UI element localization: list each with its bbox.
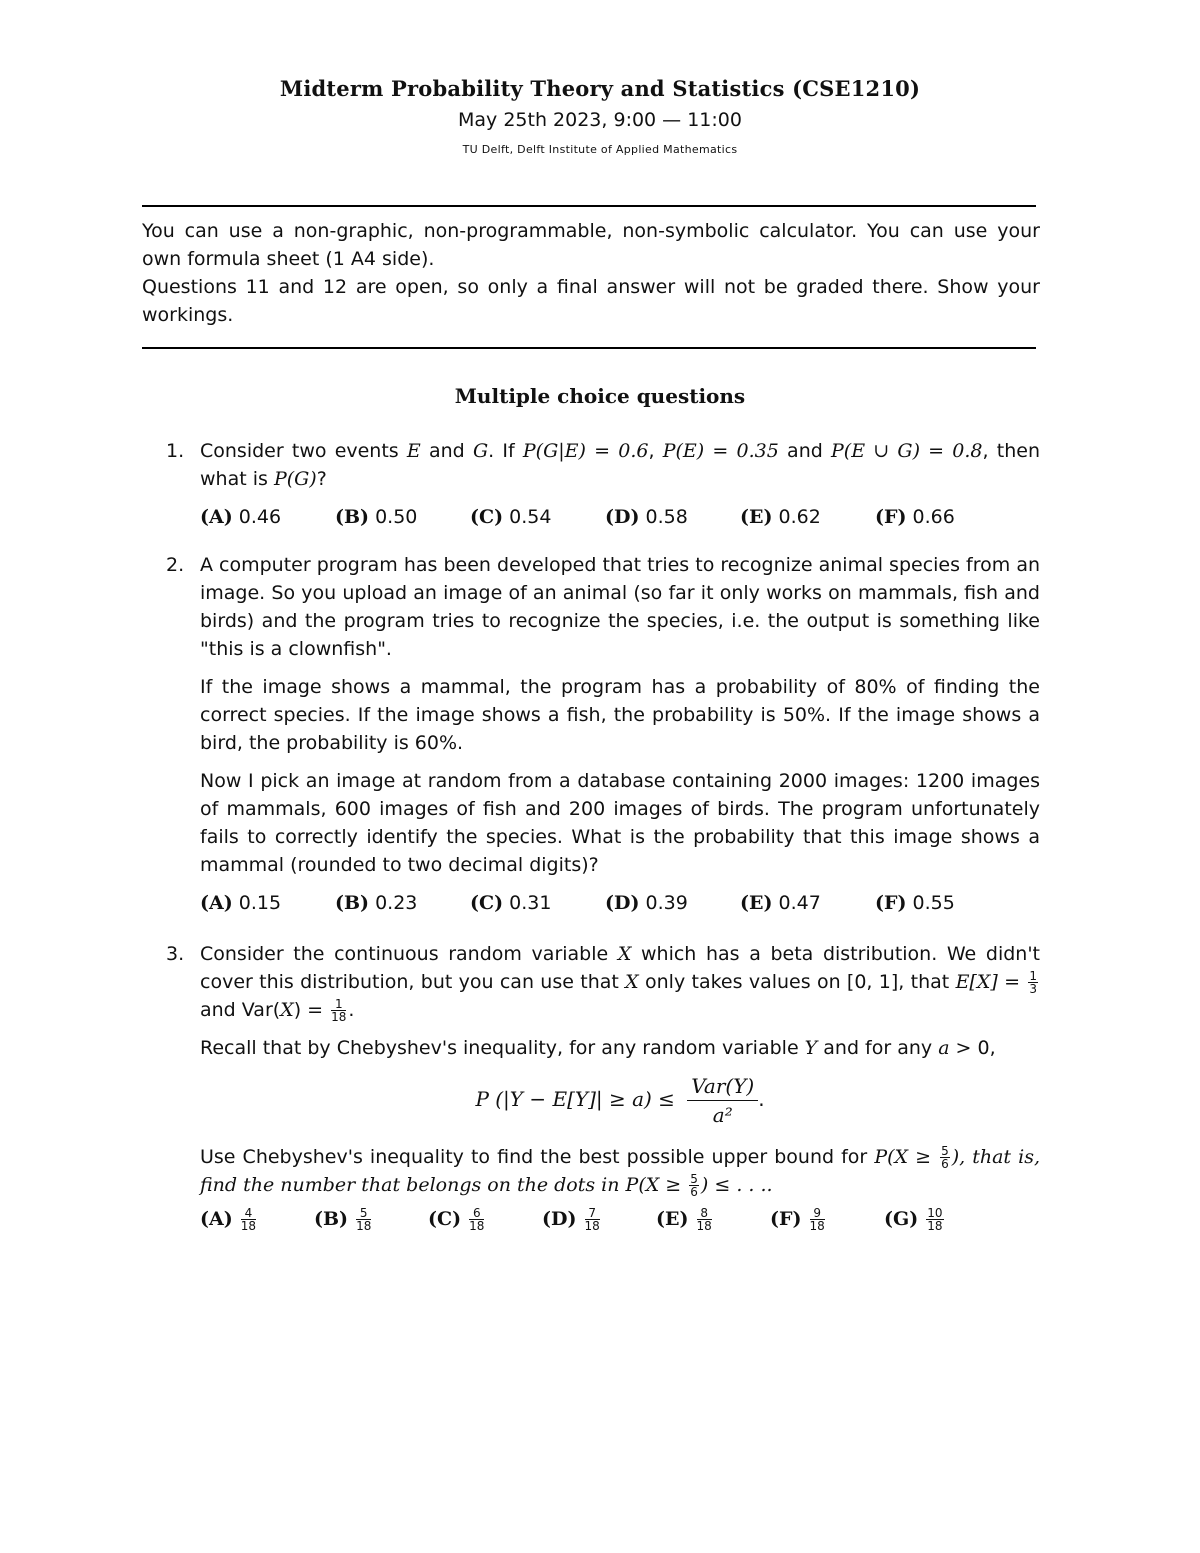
question-number: 1. (166, 440, 185, 462)
option-d[interactable]: (D) 0.58 (605, 506, 688, 528)
instructions-open-questions: Questions 11 and 12 are open, so only a final answer will not be graded there. Show your workings. (142, 276, 1040, 326)
option-c[interactable]: (C) 0.54 (470, 506, 552, 528)
question-number: 3. (166, 943, 185, 965)
option-d[interactable]: (D) 0.39 (605, 892, 688, 914)
divider-bottom (142, 347, 1036, 349)
instructions-calculator: You can use a non-graphic, non-programmable, non-symbolic calculator. You can use your own formula sheet (1 A4 side). (142, 220, 1040, 270)
question-body (200, 437, 1040, 531)
option-b[interactable]: (B) 0.50 (335, 506, 418, 528)
question-paragraph-1: A computer program has been developed that tries to recognize animal species from an image. So you upload an image of an animal (so far it only works on mammals, fish and birds) and the program tries to recognize the species, i.e. the output is something like "this is a clownfish". (200, 554, 1040, 660)
option-d[interactable]: (D) $\frac{7}{18}$ (542, 1206, 600, 1233)
option-e[interactable]: (E) 0.62 (740, 506, 821, 528)
question-paragraph-2: Recall that by Chebyshev's inequality, for any random variable Y and for any a > 0, (200, 1037, 996, 1059)
option-a[interactable]: (A) $\frac{4}{18}$ (200, 1206, 257, 1233)
exam-title: Midterm Probability Theory and Statistics (CSE1210) (279, 76, 921, 101)
exam-date: May 25th 2023, 9:00 — 11:00 (458, 109, 742, 131)
question-paragraph-3: Use Chebyshev's inequality to find the best possible upper bound for P(X ≥ $\frac{5}{6}$ ), that is, find the number that belongs on the dots in P(X ≥ $\frac{5}{6}$ ) ≤ . . .. (200, 1144, 1040, 1199)
section-title: Multiple choice questions (454, 384, 746, 408)
chebyshev-inequality: P (|Y − E[Y]| ≥ a) ≤ $\frac{\text{Var(Y)}}{\text{a²}}$ . (475, 1074, 765, 1127)
option-b[interactable]: (B) $\frac{5}{18}$ (314, 1206, 372, 1233)
exam-header (0, 76, 1200, 156)
question-paragraph-3: Now I pick an image at random from a database containing 2000 images: 1200 images of mammals, 600 images of fish and 200 images of birds. The program unfortunately fails to correctly identify the species. What is the probability that this image shows a mammal (rounded to two decimal digits)? (200, 770, 1040, 876)
answer-options (200, 889, 1040, 917)
question-body (200, 940, 1040, 1233)
option-a[interactable]: (A) 0.15 (200, 892, 282, 914)
question-text: Consider two events E and G. If P(G|E) = 0.6, P(E) = 0.35 and P(E ∪ G) = 0.8, then what is P(G)? (200, 440, 1040, 490)
question-paragraph-2: If the image shows a mammal, the program has a probability of 80% of finding the correct species. If the image shows a fish, the probability is 50%. If the image shows a bird, the probability is 60%. (200, 676, 1040, 754)
option-c[interactable]: (C) 0.31 (470, 892, 552, 914)
answer-options (200, 1205, 1040, 1233)
option-f[interactable]: (F) 0.66 (875, 506, 955, 528)
question-body (200, 551, 1040, 917)
instructions-block (142, 217, 1040, 329)
option-b[interactable]: (B) 0.23 (335, 892, 418, 914)
question-number: 2. (166, 554, 185, 576)
option-c[interactable]: (C) $\frac{6}{18}$ (428, 1206, 485, 1233)
question-paragraph-1: Consider the continuous random variable X which has a beta distribution. We didn't cover this distribution, but you can use that X only takes values on [0, 1], that E[X] = $\frac{1}{3}$ and Var(X) = $\frac{1}{18}$ . (200, 943, 1040, 1024)
option-f[interactable]: (F) 0.55 (875, 892, 955, 914)
option-e[interactable]: (E) 0.47 (740, 892, 821, 914)
answer-options (200, 503, 1040, 531)
option-a[interactable]: (A) 0.46 (200, 506, 282, 528)
option-f[interactable]: (F) $\frac{9}{18}$ (770, 1206, 825, 1233)
option-e[interactable]: (E) $\frac{8}{18}$ (656, 1206, 712, 1233)
option-g[interactable]: (G) $\frac{10}{18}$ (884, 1206, 943, 1233)
institute-name: TU Delft, Delft Institute of Applied Mathematics (462, 143, 738, 156)
divider-top (142, 205, 1036, 207)
